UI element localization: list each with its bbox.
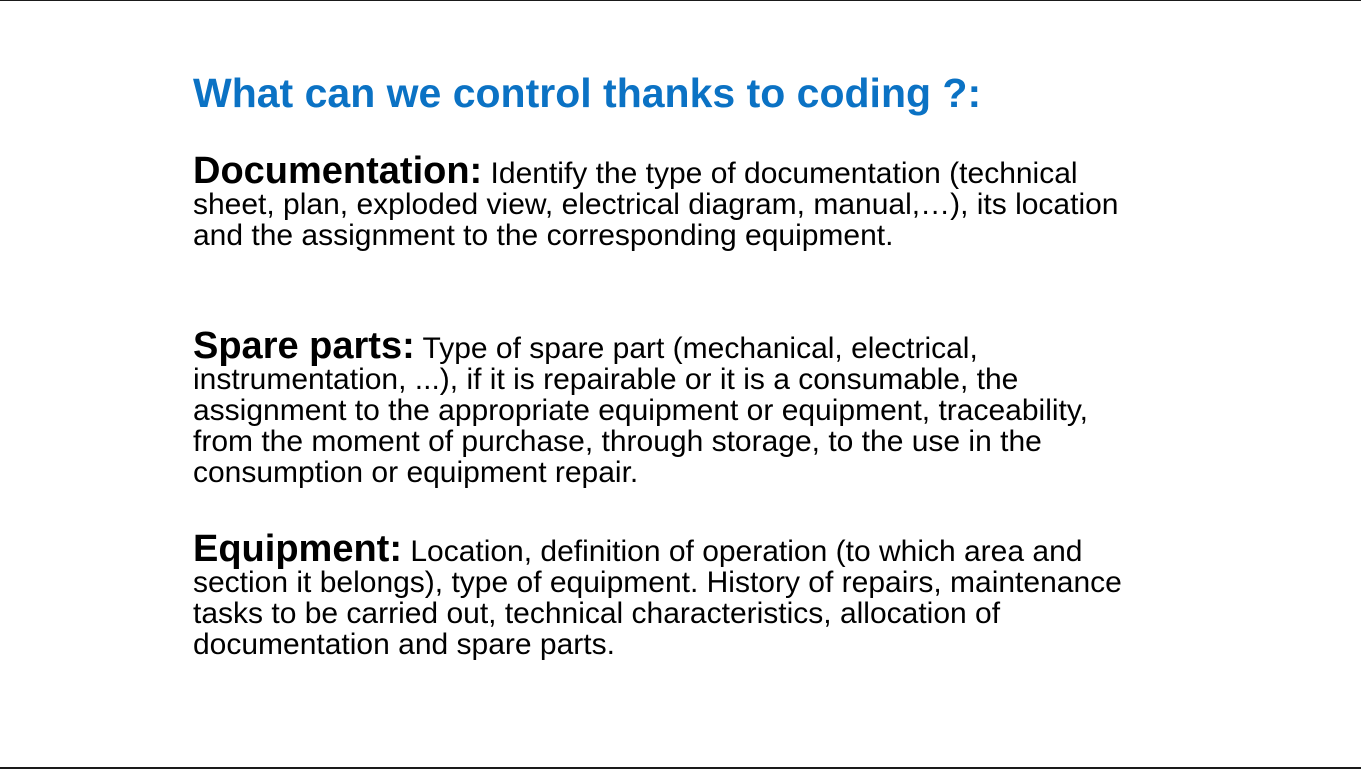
section-heading-equipment: Equipment: [193, 528, 402, 570]
section-heading-spare-parts: Spare parts: [193, 325, 415, 367]
section-text-equipment: Location, definition of operation (to which area and section it belongs), type of equipment. History of repairs, maintenance tasks to be carried out, technical characteristics, allocation of documentation and spare parts. [193, 535, 1122, 661]
section-text-documentation: Identify the type of documentation (technical sheet, plan, exploded view, electrical diagram, manual,…), its location and the assignment to the corresponding equipment. [193, 157, 1119, 252]
section-equipment [193, 528, 1153, 661]
slide-title: What can we control thanks to coding ?: [193, 70, 982, 116]
section-documentation [193, 150, 1153, 252]
section-spare-parts [193, 325, 1153, 489]
section-heading-documentation: Documentation: [193, 150, 483, 192]
section-text-spare-parts: Type of spare part (mechanical, electrical, instrumentation, ...), if it is repairable or it is a consumable, the assignment to the appropriate equipment or equipment, traceability, from the moment of purchase, through storage, to the use in the consumption or equipment repair. [193, 332, 1088, 489]
